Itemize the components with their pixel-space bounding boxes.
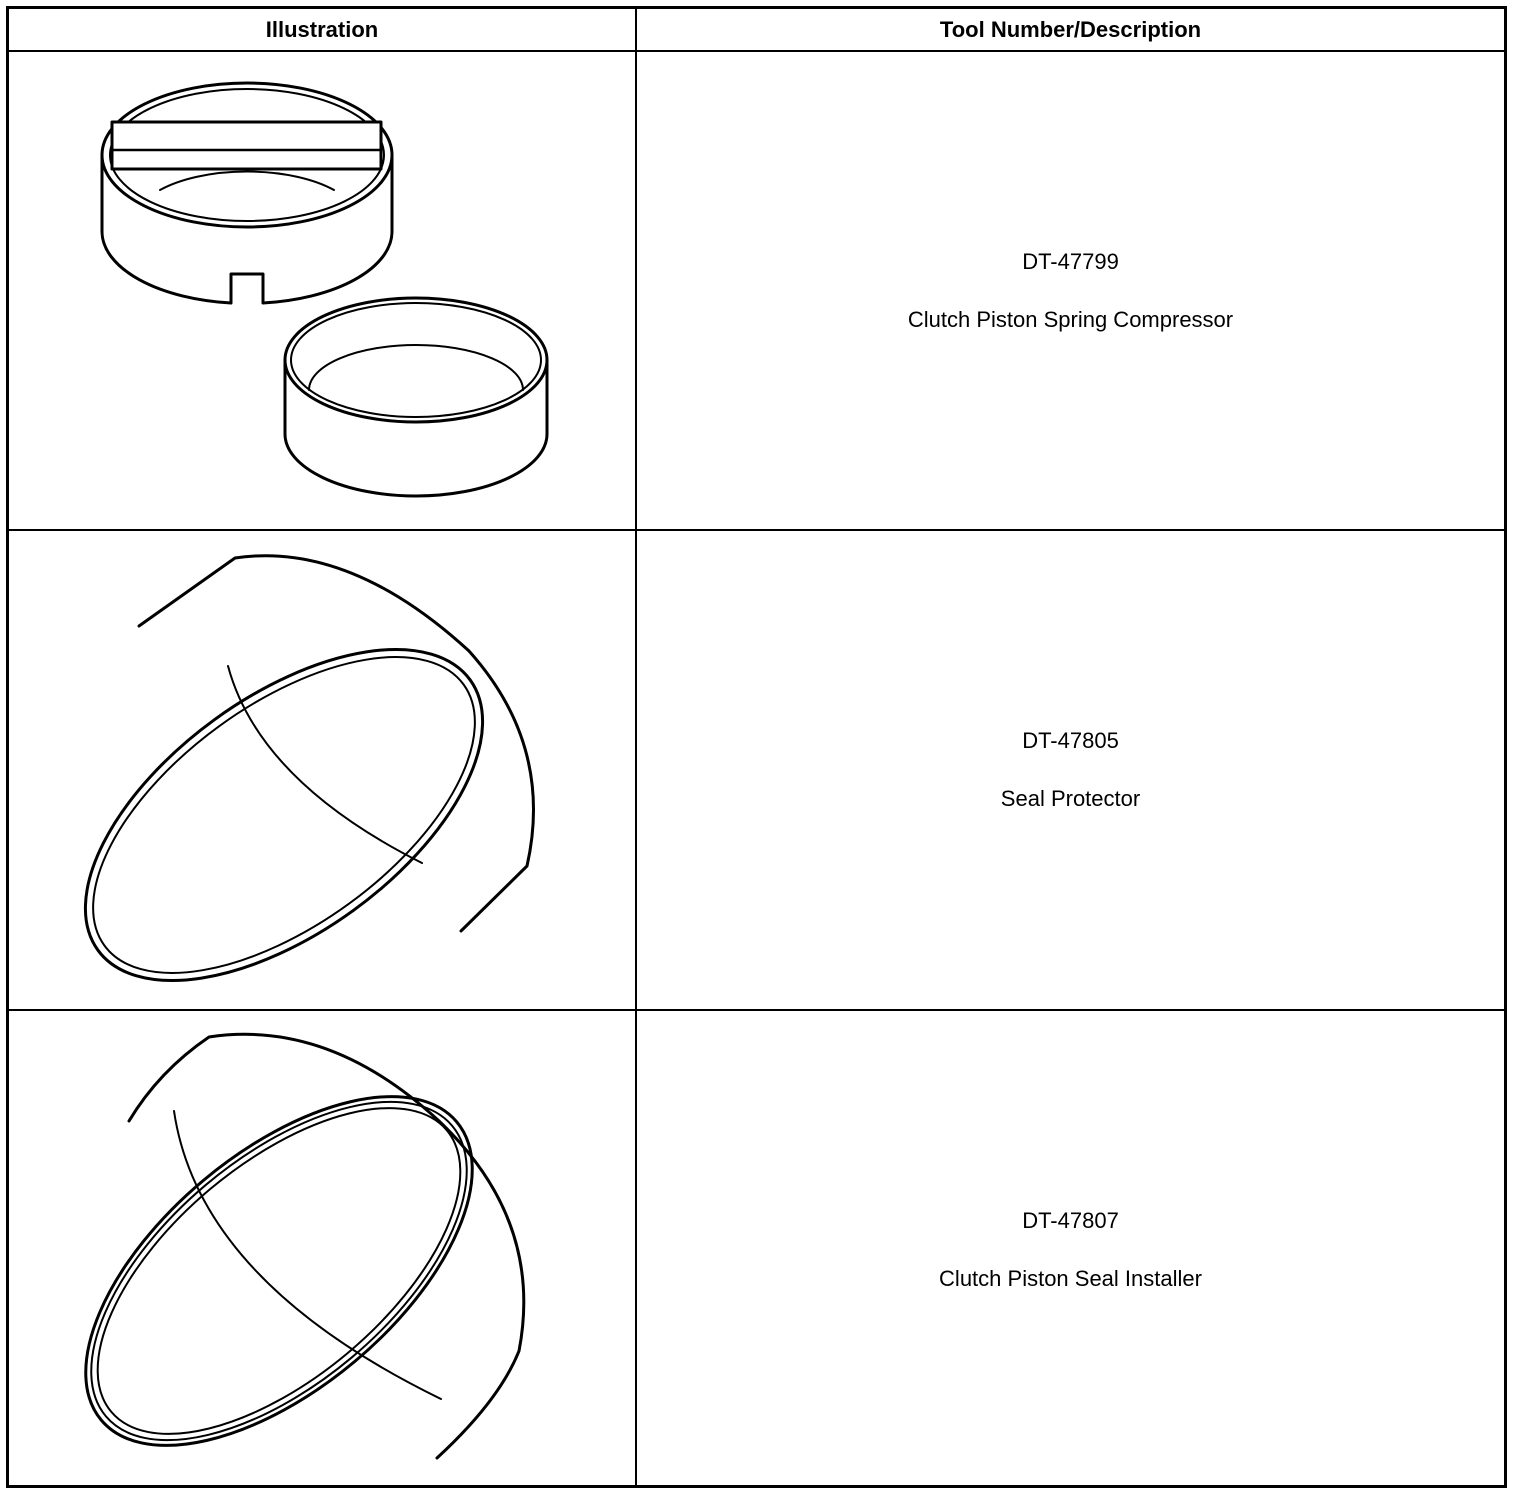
illustration-cell [9,52,635,529]
tool-number: DT-47799 [1022,248,1119,274]
tool-description-cell [637,52,1504,529]
spring-compressor-icon [9,52,635,529]
tool-description-cell [637,1011,1504,1488]
tool-number: DT-47805 [1022,728,1119,753]
seal-protector-icon [9,531,635,1009]
seal-installer-icon [9,1011,635,1488]
tool-description-cell [637,531,1504,1009]
header-illustration: Illustration [265,16,379,42]
illustration-cell [9,531,635,1009]
tool-description: Clutch Piston Spring Compressor [907,306,1234,332]
header-tool-description: Tool Number/Description [939,16,1202,42]
tool-description: Seal Protector [1000,786,1141,811]
tool-table [6,6,1507,1488]
illustration-cell [9,1011,635,1488]
tool-number: DT-47807 [1022,1207,1119,1233]
tool-description: Clutch Piston Seal Installer [939,1265,1202,1291]
